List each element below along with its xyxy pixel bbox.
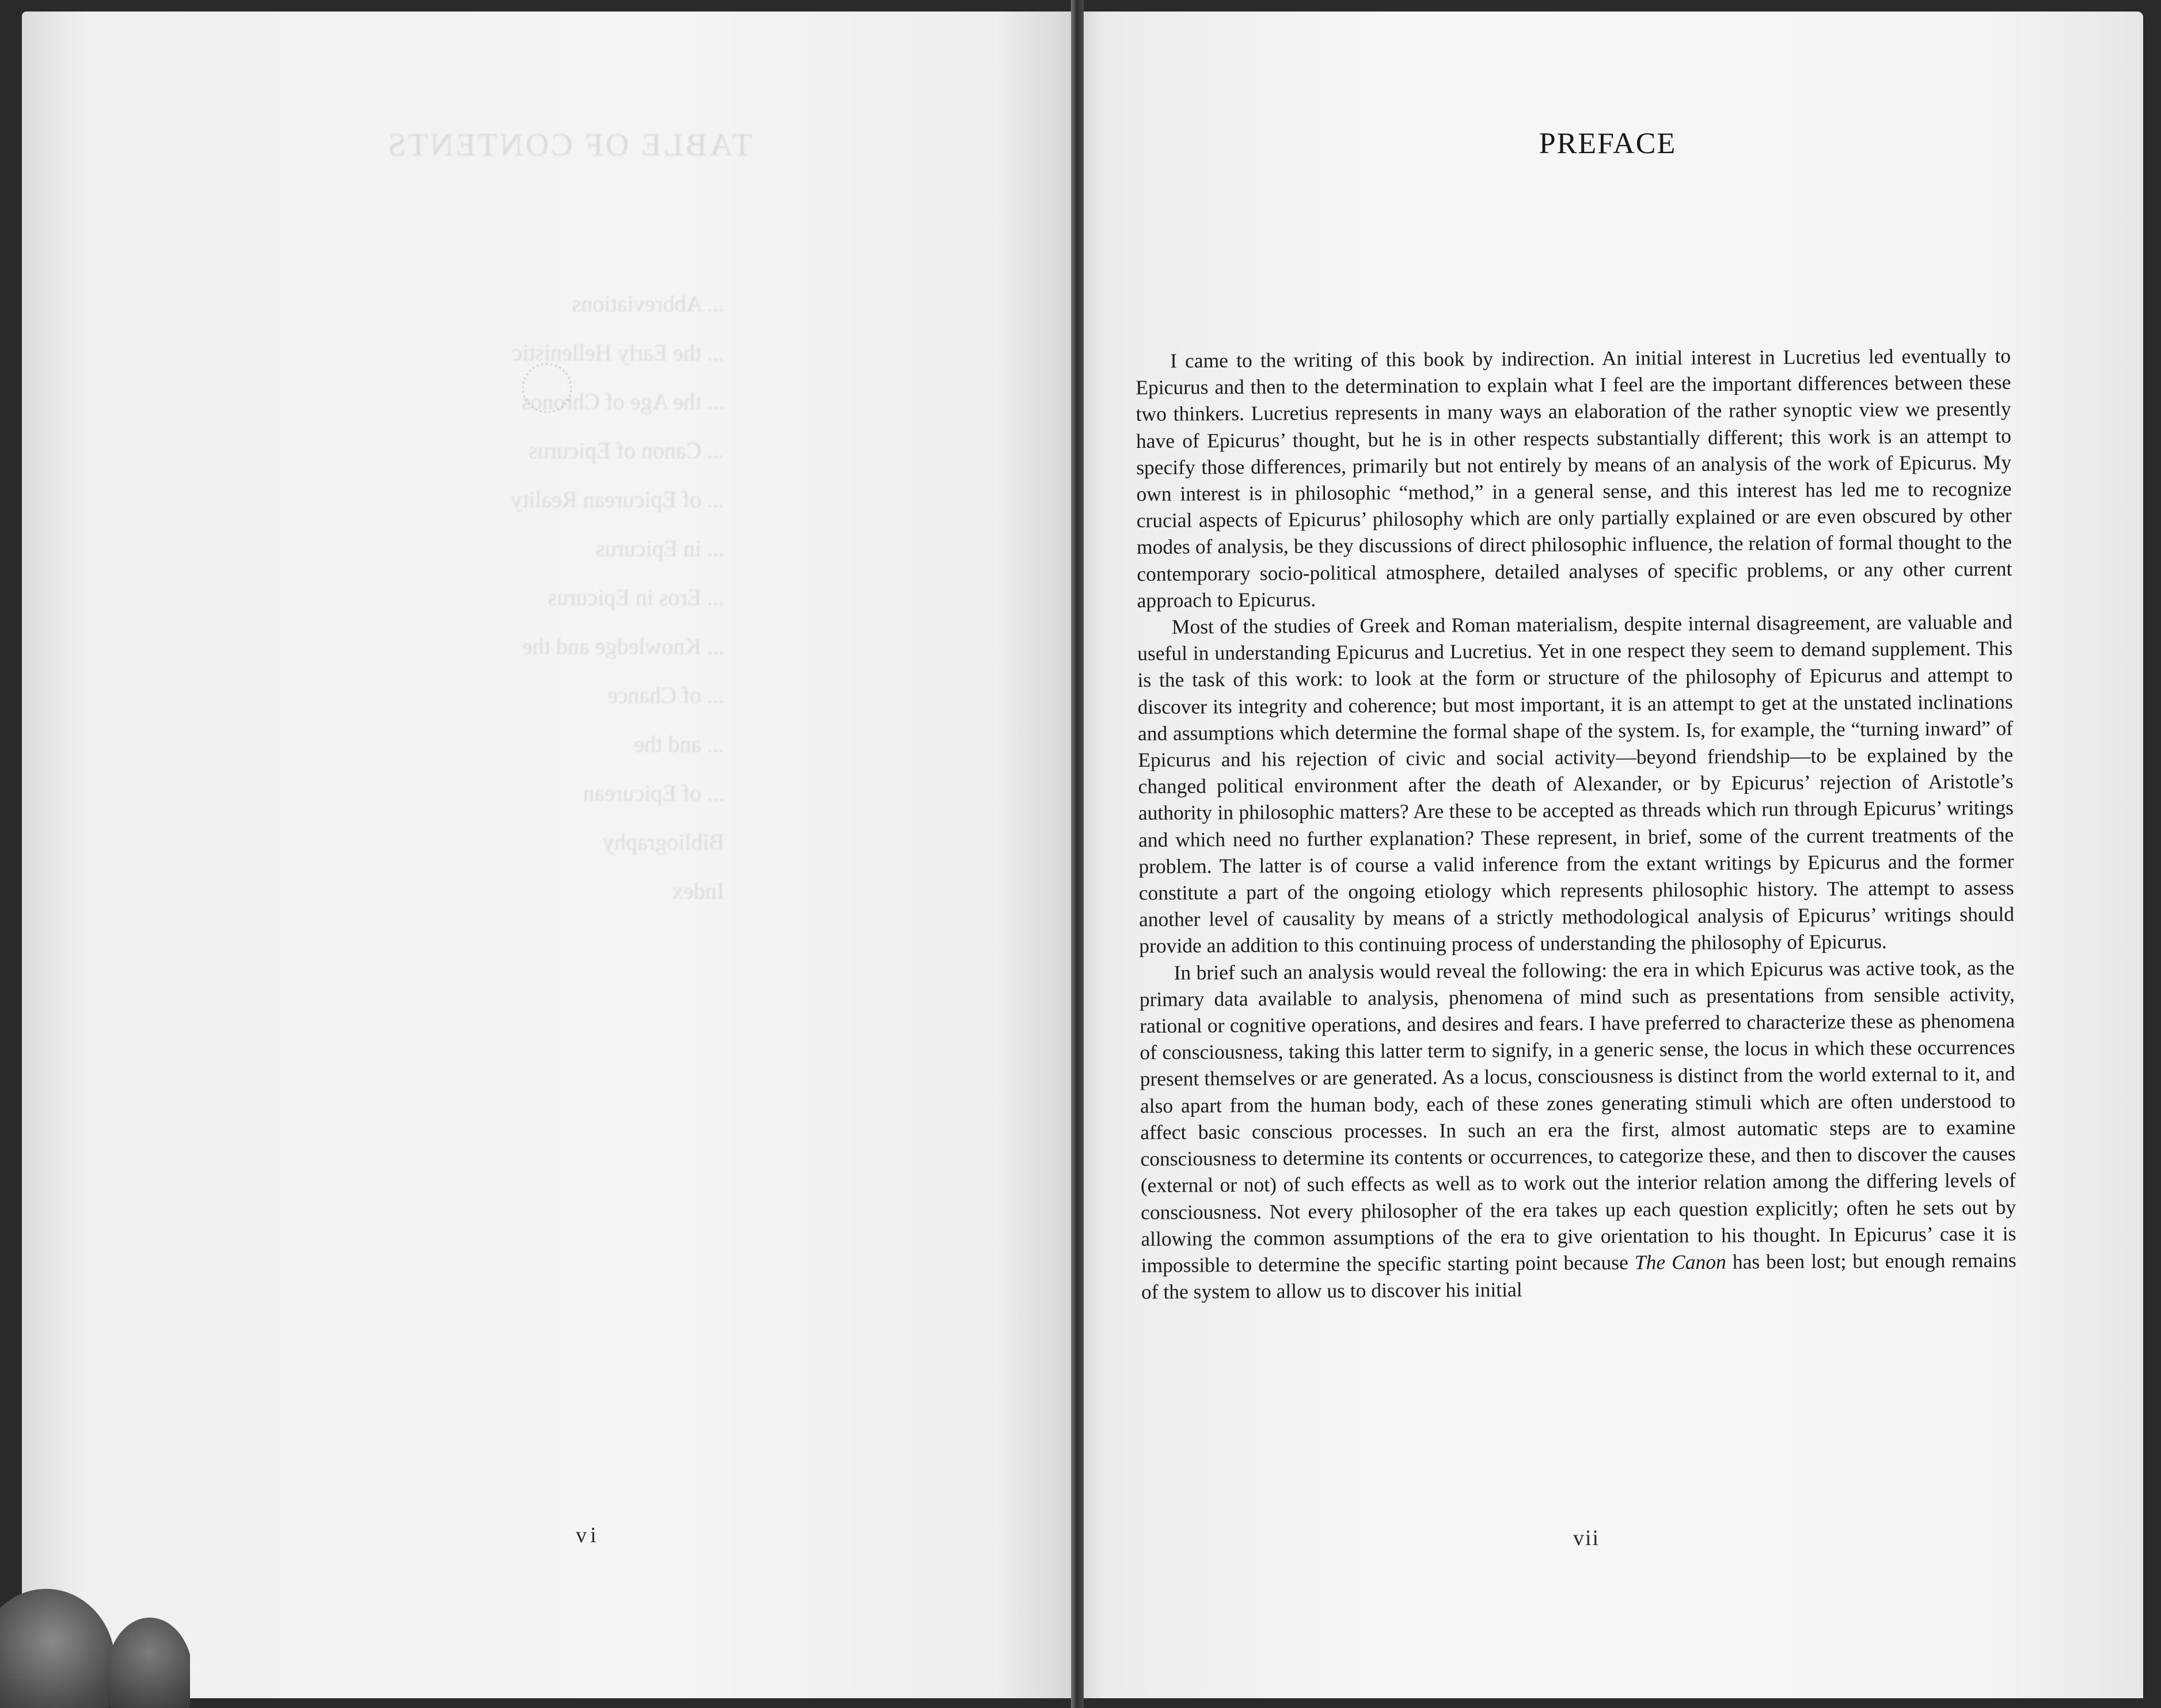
thumb [0, 1589, 115, 1708]
show-through-line: ... in Epicurus [595, 535, 724, 561]
show-through-title: TABLE OF CONTENTS [386, 127, 752, 163]
page-number-left: vi [576, 1523, 600, 1547]
page-title: PREFACE [1539, 127, 1677, 160]
paragraph-text: In brief such an analysis would reveal the following: the era in which Epicurus was active took, as the primary data available to analysis, phenomena of mind such as presentations from sensible activity, rational or cognitive operations, and desires and fears. I have preferred to characterize these as phenomena of consciousness, taking this latter term to signify, in a generic sense, the locus in which these occurrences present themselves or are generated. As a locus, consciousness is distinct from the world external to it, and also apart from the human body, each of these zones generating stimuli which are often understood to affect basic conscious processes. In such an era the first, almost automatic steps are to examine consciousness to determine its contents or occurrences, to categorize these, and then to discover the causes (external or not) of such effects as well as to work out the interior relation among the differing levels of consciousness. Not every philosopher of the era takes up each question explicitly; often he sets out by allowing the common assumptions of the era to give orientation to his thought. In Epicurus’ case it is impossible to determine the specific starting point because [1139, 956, 2016, 1277]
right-page [1072, 12, 2143, 1698]
show-through-line: ... of Chance [607, 682, 724, 708]
paragraph: I came to the writing of this book by indirection. An initial interest in Lucretius led eventually to Epicurus and then to the determination to explain what I feel are the important differences between these two thinkers. Lucretius represents in many ways an elaboration of the rather synoptic view we presently have of Epicurus’ thought, but he is in other respects substantially different; this work is an attempt to specify those differences, primarily but not entirely by means of an analysis of the work of Epicurus. My own interest is in philosophic “method,” in a general sense, and this interest has led me to recognize crucial aspects of Epicurus’ philosophy which are only partially explained or are even obscured by other modes of analysis, be they discussions of direct philosophic influence, the relation of formal thought to the contemporary socio-political atmosphere, detailed analyses of specific problems, or any other current approach to Epicurus. [1135, 344, 2012, 612]
paragraph [1139, 954, 2016, 1305]
show-through-line: ... Abbreviations [572, 291, 724, 317]
show-through-line: ... the Age of Chronos [521, 389, 724, 414]
show-through-line: Bibliography [602, 829, 724, 855]
paragraph-tail: has been lost; but enough remains of the system to allow us to discover his initial [1141, 1248, 2016, 1304]
paragraph: Most of the studies of Greek and Roman materialism, despite internal disagreement, are valuable and useful in understanding Epicurus and Lucretius. Yet in one respect they seem to demand supplement. This is the task of this work: to look at the form or structure of the philosophy of Epicurus and attempt to discover its integrity and coherence; but most important, it is an attempt to get at the unstated inclinations and assumptions which determine the formal shape of the system. Is, for example, the “turning inward” of Epicurus and his rejection of civic and social activity—beyond friendship—to be explained by the changed political environment after the death of Alexander, or by Epicurus’ rejection of Aristotle’s authority in philosophic matters? Are these to be accepted as threads which run through Epicurus’ writings and which need no further explanation? These represent, in brief, some of the current treatments of the problem. The latter is of course a valid inference from the extant writings by Epicurus and the former constitute a part of the ongoing etiology which represents philosophic history. The attempt to assess another level of causality by means of a strictly methodological analysis of Epicurus’ writings should provide an addition to this continuing process of understanding the philosophy of Epicurus. [1137, 610, 2015, 958]
show-through-line: ... and the [634, 731, 724, 757]
show-through-line: ... Knowledge and the [522, 633, 724, 659]
book-gutter [1071, 0, 1084, 1708]
ornament-icon [522, 363, 572, 413]
finger [107, 1618, 190, 1708]
left-page [22, 12, 1081, 1698]
preface-body [1135, 343, 2016, 1306]
show-through-line: ... the Early Hellenistic [512, 340, 724, 366]
page-number-right: vii [1573, 1526, 1600, 1550]
show-through-line: ... Eros in Epicurus [548, 584, 724, 610]
show-through-line: ... of Epicurean [583, 780, 724, 806]
show-through-line: ... of Epicurean Reality [511, 486, 724, 512]
show-through-line: Index [671, 878, 724, 904]
show-through-contents [195, 127, 943, 1105]
show-through-line: ... Canon of Epicurus [529, 438, 724, 463]
thumb-holding-page [0, 1554, 190, 1708]
book-title-italic: The Canon [1634, 1250, 1726, 1274]
